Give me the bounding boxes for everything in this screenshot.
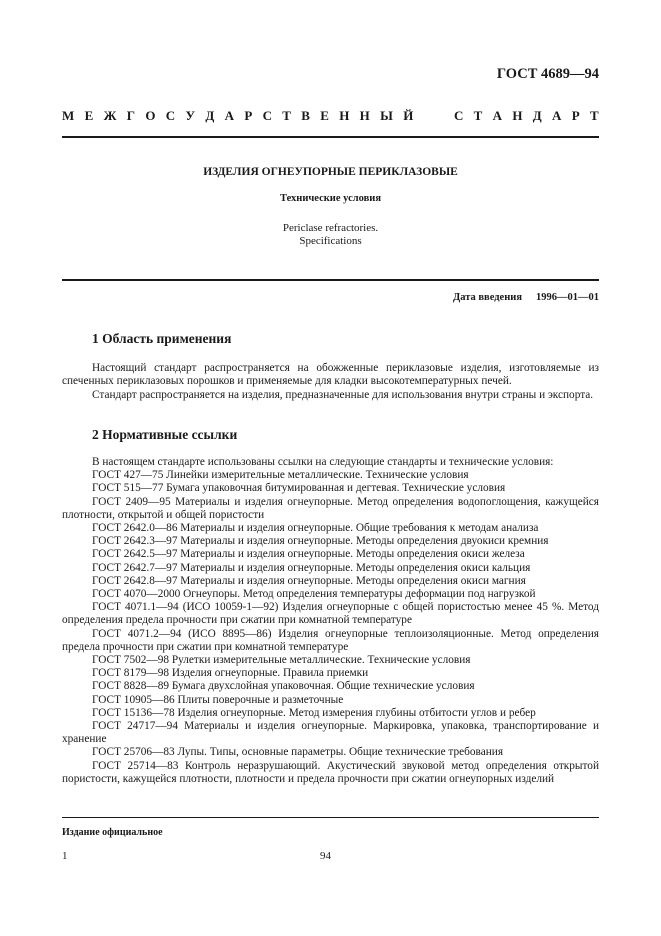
- interstate-standard-banner: [62, 108, 599, 124]
- banner-letter: С: [453, 108, 464, 123]
- section2-heading: 2 Нормативные ссылки: [92, 427, 238, 442]
- page-number-center: 94: [320, 850, 331, 862]
- banner-letter: Р: [571, 108, 580, 123]
- banner-letter: У: [185, 108, 196, 123]
- banner-letter: С: [262, 108, 272, 123]
- banner-letter: Й: [403, 108, 414, 123]
- reference-item: ГОСТ 25706—83 Лупы. Типы, основные параметры. Общие технические требования: [92, 746, 504, 759]
- reference-item: ГОСТ 4071.2—94 (ИСО 8895—86) Изделия огнеупорные теплоизоляционные. Метод определения предела прочности при сжатии при комнатной температуре: [62, 627, 599, 653]
- introduction-date-value: 1996—01—01: [536, 292, 599, 303]
- banner-letter: Р: [244, 108, 253, 123]
- section1-paragraph: Настоящий стандарт распространяется на обожженные периклазовые изделия, изготовляемые из спеченных периклазовых порошков и применяемые для кладки высокотемпературных печей.: [62, 362, 599, 388]
- banner-letter: Т: [282, 108, 291, 123]
- reference-item: ГОСТ 2409—95 Материалы и изделия огнеупорные. Метод определения водопоглощения, кажущейся плотности, открытой и общей пористости: [62, 495, 599, 521]
- reference-item: ГОСТ 8179—98 Изделия огнеупорные. Правила приемки: [92, 667, 369, 680]
- banner-letter: Д: [532, 108, 542, 123]
- english-title: [62, 222, 599, 248]
- banner-letter: А: [224, 108, 234, 123]
- reference-item: ГОСТ 15136—78 Изделия огнеупорные. Метод измерения глубины отбитости углов и ребер: [92, 706, 536, 719]
- banner-letter: Н: [512, 108, 523, 123]
- reference-item: ГОСТ 515—77 Бумага упаковочная битумированная и дегтевая. Технические условия: [92, 482, 506, 495]
- banner-letter: Е: [320, 108, 329, 123]
- references-list: [62, 456, 599, 786]
- banner-word-gap: [424, 108, 444, 124]
- banner-letter: С: [165, 108, 176, 123]
- references-intro: В настоящем стандарте использованы ссылки на следующие стандарты и технические условия:: [92, 456, 554, 468]
- banner-letter: Н: [339, 108, 350, 123]
- footer-divider: [62, 817, 599, 818]
- english-title-line2: Specifications: [299, 235, 362, 247]
- banner-letter: Ж: [103, 108, 117, 123]
- introduction-date-label: Дата введения: [453, 292, 522, 303]
- reference-item: ГОСТ 2642.0—86 Материалы и изделия огнеупорные. Общие требования к методам анализа: [92, 522, 539, 535]
- reference-item: ГОСТ 8828—89 Бумага двухслойная упаковочная. Общие технические условия: [92, 680, 475, 693]
- banner-letter: О: [145, 108, 156, 123]
- banner-letter: М: [62, 108, 75, 123]
- document-subtitle: Технические условия: [279, 193, 382, 204]
- english-title-line1: Periclase refractories.: [282, 222, 379, 234]
- banner-letter: Ы: [380, 108, 393, 123]
- reference-item: ГОСТ 2642.8—97 Материалы и изделия огнеупорные. Методы определения окиси магния: [92, 574, 526, 587]
- top-divider: [62, 136, 599, 138]
- page-number-left: 1: [62, 850, 68, 862]
- banner-letter: А: [552, 108, 562, 123]
- reference-item: ГОСТ 4070—2000 Огнеупоры. Метод определения температуры деформации под нагрузкой: [92, 588, 536, 601]
- section1-paragraph: Стандарт распространяется на изделия, предназначенные для использования внутри страны и экспорта.: [92, 388, 594, 401]
- reference-item: ГОСТ 4071.1—94 (ИСО 10059-1—92) Изделия огнеупорные с общей пористостью менее 45 %. Метод определения предела прочности при сжатии при комнатной температуре: [62, 601, 599, 627]
- banner-letter: А: [492, 108, 503, 123]
- banner-letter: В: [301, 108, 310, 123]
- reference-item: ГОСТ 25714—83 Контроль неразрушающий. Акустический звуковой метод определения открытой пористости, кажущейся плотности, плотности и предела прочности при сжатии огнеупорных изделий: [62, 759, 599, 785]
- official-edition-label: Издание официальное: [62, 827, 163, 838]
- reference-item: ГОСТ 427—75 Линейки измерительные металлические. Технические условия: [92, 469, 469, 482]
- reference-item: ГОСТ 2642.3—97 Материалы и изделия огнеупорные. Методы определения двуокиси кремния: [92, 535, 549, 548]
- introduction-date: [453, 292, 599, 303]
- banner-letter: Т: [473, 108, 483, 123]
- reference-item: ГОСТ 2642.7—97 Материалы и изделия огнеупорные. Методы определения окиси кальция: [92, 561, 531, 574]
- reference-item: ГОСТ 10905—86 Плиты поверочные и разметочные: [92, 693, 344, 706]
- section1-body: [62, 362, 599, 402]
- banner-letter: Т: [590, 108, 599, 123]
- reference-item: ГОСТ 24717—94 Материалы и изделия огнеупорные. Маркировка, упаковка, транспортирование и хранение: [62, 720, 599, 746]
- reference-item: ГОСТ 2642.5—97 Материалы и изделия огнеупорные. Методы определения окиси железа: [92, 548, 525, 561]
- section1-heading: 1 Область применения: [92, 331, 232, 346]
- reference-item: ГОСТ 7502—98 Рулетки измерительные металлические. Технические условия: [92, 654, 471, 667]
- gost-number: ГОСТ 4689—94: [496, 66, 599, 82]
- banner-letter: Г: [126, 108, 136, 123]
- banner-letter: Н: [359, 108, 370, 123]
- document-title: ИЗДЕЛИЯ ОГНЕУПОРНЫЕ ПЕРИКЛАЗОВЫЕ: [203, 166, 458, 178]
- banner-letter: Е: [84, 108, 94, 123]
- banner-letter: Д: [205, 108, 215, 123]
- middle-divider: [62, 279, 599, 281]
